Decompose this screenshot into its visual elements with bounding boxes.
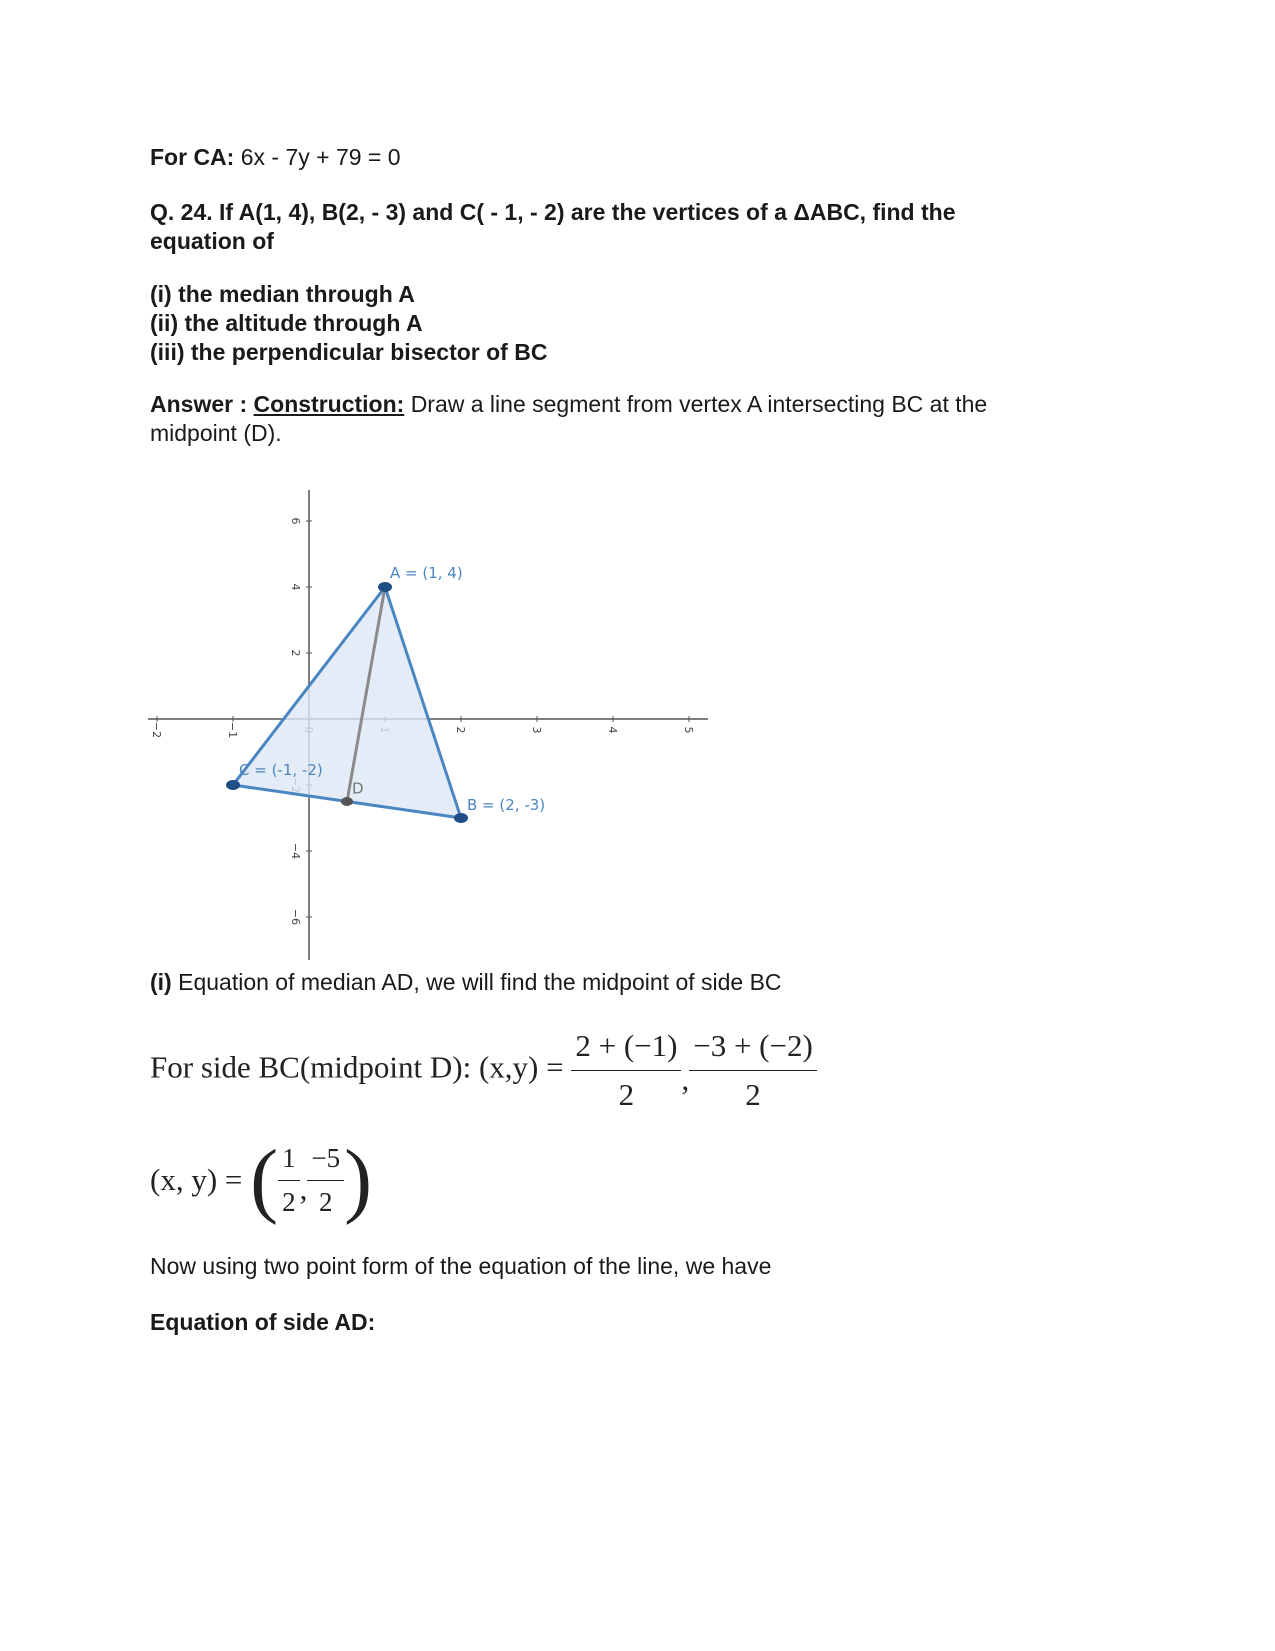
formula1-fraction-y	[689, 1028, 817, 1113]
equation-ad-label: Equation of side AD:	[150, 1309, 376, 1335]
fraction-numerator: −3 + (−2)	[689, 1028, 817, 1071]
construction-text: Draw a line segment from vertex A intersecting BC at the midpoint (D).	[150, 391, 988, 446]
question-part-ii: (ii) the altitude through A	[150, 310, 423, 336]
y-tick-label: 2	[289, 649, 302, 657]
formula1-lhs: For side BC(midpoint D): (x,y) =	[150, 1049, 564, 1085]
midpoint-formula: For side BC(midpoint D): (x,y) = $\frac{2 + (-1)}{2}$ , $\frac{-3 + (-2)}{2}$	[150, 1028, 817, 1113]
vertex-b	[454, 813, 468, 823]
y-tick-label: 6	[289, 517, 302, 525]
triangle-graph	[148, 490, 738, 975]
formula1-fraction-x	[571, 1028, 681, 1113]
question-part-i: (i) the median through A	[150, 281, 415, 307]
point-d	[341, 797, 353, 806]
x-tick-label: −1	[226, 721, 239, 739]
two-point-text: Now using two point form of the equation of the line, we have	[150, 1253, 772, 1279]
answer-paragraph	[150, 390, 1050, 448]
answer-label: Answer :	[150, 391, 248, 417]
vertex-c	[226, 780, 240, 790]
fraction-denominator: 2	[318, 1186, 333, 1217]
x-tick-label: 3	[530, 726, 543, 734]
label-d: D	[352, 779, 364, 798]
x-tick-label: 4	[606, 726, 619, 734]
fraction-denominator: 2	[282, 1186, 296, 1217]
x-tick-label: −2	[150, 721, 163, 739]
question-part-iii: (iii) the perpendicular bisector of BC	[150, 339, 548, 365]
ca-equation: 6x - 7y + 79 = 0	[240, 144, 401, 170]
fraction-denominator: 2	[618, 1077, 635, 1112]
formula2-lhs: (x, y) =	[150, 1162, 243, 1197]
vertex-a	[378, 582, 392, 592]
fraction-numerator: 1	[278, 1143, 300, 1181]
y-tick-label: 4	[289, 583, 302, 591]
triangle-abc	[233, 587, 461, 818]
x-tick-label: 2	[454, 726, 467, 734]
label-a: A = (1, 4)	[390, 564, 463, 582]
formula2-fraction-y	[307, 1143, 344, 1218]
midpoint-result: (x, y) = ( $\frac{1}{2}$ , $\frac{-5}{2}$ )	[150, 1133, 373, 1226]
y-tick-label: −4	[289, 842, 302, 860]
question-text: Q. 24. If A(1, 4), B(2, - 3) and C( - 1, - 2) are the vertices of a ΔABC, find the equation of	[150, 199, 956, 254]
fraction-denominator: 2	[745, 1077, 761, 1112]
part-i-paragraph	[150, 968, 782, 997]
x-tick-label: 5	[682, 726, 695, 734]
ca-label: For CA:	[150, 144, 235, 170]
question-parts	[150, 280, 547, 367]
construction-label: Construction:	[253, 391, 405, 417]
y-tick-label: −6	[289, 908, 302, 926]
ca-equation-line	[150, 143, 401, 172]
part-i-text: Equation of median AD, we will find the midpoint of side BC	[178, 969, 782, 995]
label-c: C = (-1, -2)	[239, 761, 323, 779]
close-paren: )	[344, 1133, 373, 1226]
part-i-label: (i)	[150, 969, 172, 995]
open-paren: (	[250, 1133, 279, 1226]
fraction-numerator: 2 + (−1)	[571, 1028, 681, 1071]
label-b: B = (2, -3)	[467, 796, 546, 814]
formula2-fraction-x	[278, 1143, 300, 1218]
fraction-numerator: −5	[307, 1143, 344, 1181]
